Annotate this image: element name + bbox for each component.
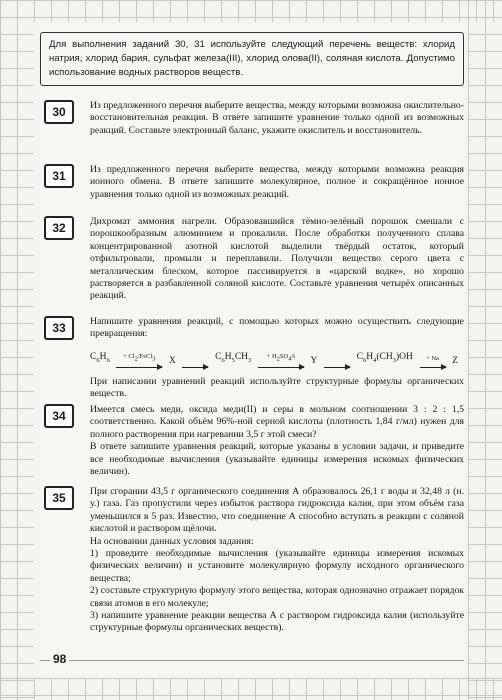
scheme-product-x: X — [168, 356, 176, 367]
decorative-border-right — [468, 0, 502, 700]
task-text: Из предложенного перечня выберите вещества, между которыми возможна реакция ионного обмена. В ответе запишите молекулярное, полное и сокращённое ионное уравнения только одной из возможных реакций. — [90, 164, 464, 200]
arrow-reagent: + Na — [426, 355, 439, 363]
decorative-border-top — [0, 0, 502, 22]
task-item: 2) составьте структурную формулу этого вещества, которая однозначно отражает порядок связи атомов в его молекуле; — [90, 585, 464, 609]
decorative-border-bottom — [0, 678, 502, 700]
task-text: Напишите уравнения реакций, с помощью которых можно осуществить следующие превращения: — [90, 316, 464, 340]
scheme-arrow — [182, 366, 208, 368]
task-number: 30 — [44, 100, 74, 124]
reaction-scheme — [90, 351, 458, 368]
scheme-arrow — [116, 351, 162, 368]
task-note: При написании уравнений реакций используйте структурные формулы органических веществ. — [90, 375, 464, 399]
task-text-continued: В ответе запишите уравнения реакций, которые указаны в условии задачи, и приведите все необходимые вычисления (указывайте единицы измерения искомых физических величин). — [90, 441, 464, 478]
task-31 — [40, 164, 464, 201]
scheme-product-z: Z — [452, 356, 458, 367]
scheme-arrow — [258, 351, 304, 368]
scheme-intermediate: $C_6H_4(CH_3)OH$ — [356, 352, 413, 365]
decorative-border-left — [0, 0, 34, 700]
task-number: 34 — [44, 404, 74, 428]
task-text: Из предложенного перечня выберите вещества, между которыми возможна окислительно-восстановительная реакция. В ответе запишите уравнение только одной из возможных реакций. Составьте электронный баланс, укажите окислитель и восстановитель. — [90, 100, 464, 136]
task-35 — [40, 486, 464, 635]
intro-box: Для выполнения заданий 30, 31 используйте следующий перечень веществ: хлорид натрия, хлорид бария, сульфат железа(III), хлорид олова(II), соляная кислота. Допустимо использование водных растворов веществ. — [40, 32, 464, 86]
scheme-product-y: Y — [310, 356, 318, 367]
scheme-reactant: $C_6H_6$ — [90, 352, 110, 365]
task-text: Дихромат аммония нагрели. Образовавшийся тёмно-зелёный порошок смешали с порошкообразным алюминием и прокалили. После обработки полученного сплава концентрированной азотной кислотой выделили твёрдый остаток, который отфильтровали, промыли и переплавили. Получили вещество серого цвета с металлическим блеском, которое пассивируется в «царской водке», но хорошо растворяется в разбавленной соляной кислоте. Составьте уравнения четырёх описанных реакций. — [90, 216, 464, 302]
task-32 — [40, 216, 464, 303]
task-item: 3) напишите уравнение реакции вещества А с раствором гидроксида калия (используйте структурные формулы органических веществ). — [90, 610, 464, 634]
arrow-reagent: + $Cl_2/FeCl_3$ — [123, 352, 156, 363]
task-number: 31 — [44, 164, 74, 188]
task-33 — [40, 316, 464, 400]
task-text-continued: На основании данных условия задания: — [90, 535, 254, 547]
scheme-intermediate: $C_6H_5CH_3$ — [215, 352, 252, 365]
footer-divider — [40, 660, 464, 661]
task-text: При сгорании 43,5 г органического соединения А образовалось 26,1 г воды и 32,48 л (н. у.) газа. Газ пропустили через избыток раствора гидроксида калия, при этом объём газа уменьшился в 5 раз. Известно, что соединение А способно вступать в реакции с соляной кислотой и раствором щёлочи. — [90, 486, 464, 535]
task-number: 35 — [44, 486, 74, 510]
arrow-reagent: + $H_2SO_4/t$ — [266, 352, 296, 363]
task-number: 32 — [44, 216, 74, 240]
scheme-arrow — [420, 353, 446, 367]
page-content — [40, 24, 464, 674]
task-number: 33 — [44, 316, 74, 340]
task-34 — [40, 404, 464, 478]
task-30 — [40, 100, 464, 137]
scheme-arrow — [324, 366, 350, 368]
task-item: 1) проведите необходимые вычисления (указывайте единицы измерения искомых физических величин) и установите молекулярную формулу исходного органического вещества; — [90, 548, 464, 584]
task-text: Имеется смесь меди, оксида меди(II) и серы в мольном соотношении 3 : 2 : 1,5 соответственно. Какой объём 96%-ной серной кислоты (плотность 1,84 г/мл) нужен для полного растворения при нагревании 3,5 г этой смеси? — [90, 404, 464, 440]
page-number: 98 — [50, 652, 69, 666]
